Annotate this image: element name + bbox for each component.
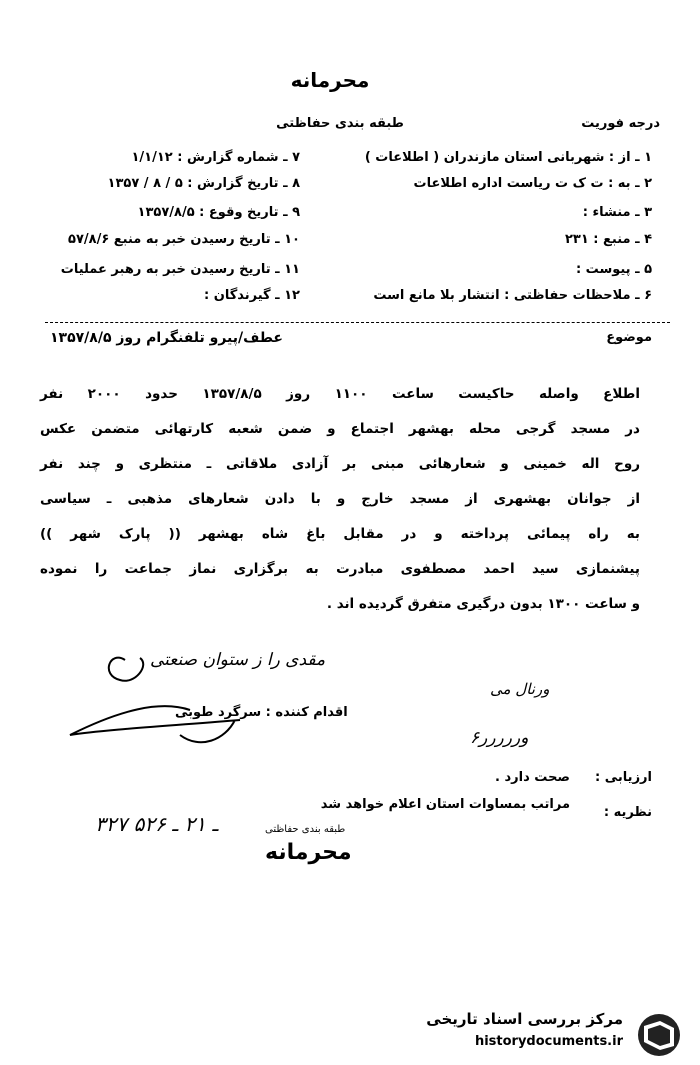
- subject-label: موضوع: [606, 330, 652, 345]
- field-source: ۴ ـ منبع : ۲۳۱: [564, 232, 652, 247]
- field-security-notes: ۶ ـ ملاحظات حفاظتی : انتشار بلا مانع است: [373, 288, 652, 303]
- signature-scribble: [40, 640, 270, 760]
- field-event-date: ۹ ـ تاریخ وقوع : ۱۳۵۷/۸/۵: [137, 205, 300, 220]
- handwritten-sign-2: وررررر۶: [470, 728, 529, 748]
- subject-text: عطف/پیرو تلفنگرام روز ۱۳۵۷/۸/۵: [50, 330, 283, 346]
- opinion-value: مراتب بمساوات استان اعلام خواهد شد: [320, 797, 570, 812]
- reference-number: ۳۲۷ ـ ۲۱ ـ ۵۲۶: [95, 812, 219, 836]
- field-from: ۱ ـ از : شهربانی استان مازندران ( اطلاعات ): [364, 150, 652, 165]
- body-line-7: و ساعت ۱۳۰۰ بدون درگیری متفرق گردیده اند .: [326, 596, 640, 612]
- body-line-1: اطلاع واصله حاکیست ساعت ۱۱۰۰ روز ۱۳۵۷/۸/۵ حدود ۲۰۰۰ نفر: [40, 386, 640, 402]
- field-attachment: ۵ ـ پیوست :: [575, 262, 652, 277]
- header-stamp: محرمانه: [290, 68, 370, 92]
- watermark-url[interactable]: historydocuments.ir: [474, 1034, 623, 1049]
- header-classification: طبقه بندی حفاظتی: [276, 116, 404, 131]
- body-line-5: به راه پیمائی پرداخته و در مقابل باغ شاه بهشهر (( پارک شهر )): [40, 526, 640, 542]
- field-origin: ۳ ـ منشاء :: [582, 205, 652, 220]
- body-line-4: از جوانان بهشهری از مسجد خارج و با دادن شعارهای مذهبی ـ سیاسی: [40, 491, 640, 507]
- field-recipients: ۱۲ ـ گیرندگان :: [204, 288, 300, 303]
- separator-line: [45, 322, 670, 323]
- body-line-2: در مسجد گرجی محله بهشهر اجتماع و ضمن شعبه کارتهائی متضمن عکس: [40, 421, 640, 437]
- field-news-to-leader-date: ۱۱ ـ تاریخ رسیدن خبر به رهبر عملیات: [60, 262, 300, 277]
- bottom-stamp: محرمانه: [265, 840, 352, 865]
- field-news-to-source-date: ۱۰ ـ تاریخ رسیدن خبر به منبع ۵۷/۸/۶: [68, 232, 300, 247]
- archive-logo-icon: [630, 1012, 688, 1058]
- action-taken: اقدام کننده : سرگرد طوبی: [175, 705, 348, 720]
- body-line-6: پیشنمازی سید احمد مصطفوی مبادرت به برگزاری نماز جماعت را نموده: [40, 561, 640, 577]
- handwritten-sign-1: ورنال می: [490, 680, 550, 698]
- watermark-persian: مرکز بررسی اسناد تاریخی: [426, 1010, 623, 1028]
- evaluation-label: ارزیابی :: [595, 770, 652, 785]
- header-urgency: درجه فوریت: [581, 116, 660, 131]
- body-line-3: روح اله خمینی و شعارهائی مبنی بر آزادی ملاقاتی ـ منتظری و چند نفر: [40, 456, 640, 472]
- opinion-label: نظریه :: [603, 805, 652, 820]
- field-report-date: ۸ ـ تاریخ گزارش : ۵ / ۸ / ۱۳۵۷: [107, 176, 300, 191]
- handwritten-note: مقدی را ز ستوان صنعتی: [150, 650, 326, 670]
- evaluation-value: صحت دارد .: [495, 770, 570, 785]
- field-to: ۲ ـ به : ت ک ت ریاست اداره اطلاعات: [413, 176, 652, 191]
- bottom-classification: طبقه بندی حفاظتی: [265, 824, 346, 835]
- field-report-number: ۷ ـ شماره گزارش : ۱/۱/۱۲: [131, 150, 300, 165]
